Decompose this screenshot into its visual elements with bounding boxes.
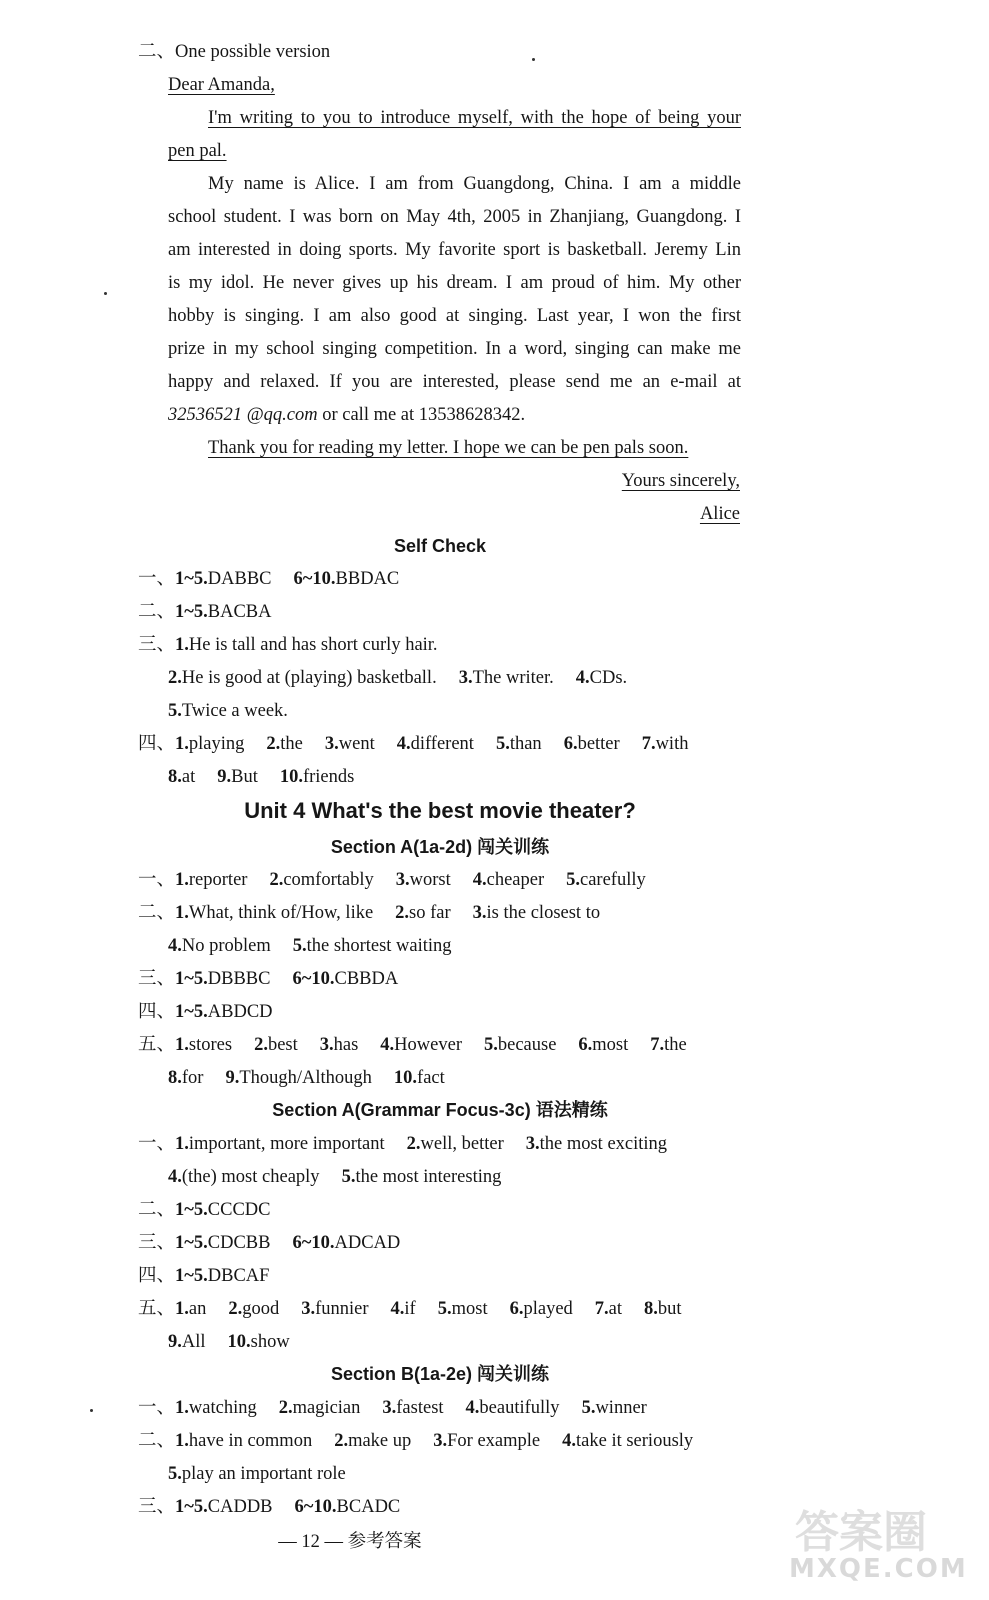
question-number: 二、: [138, 1431, 176, 1451]
answer-item: 1.watching: [175, 1398, 257, 1418]
question-number: 四、: [138, 1002, 176, 1022]
answer-item: 6~10.BCADC: [294, 1497, 401, 1517]
letter-greeting: Dear Amanda,: [168, 75, 275, 95]
answer-item: 2.well, better: [406, 1134, 504, 1154]
answer-row: [138, 1396, 669, 1420]
question-number: 一、: [138, 1398, 176, 1418]
section-a2-title: Section A(Grammar Focus-3c) 语法精练: [272, 1100, 608, 1120]
answer-row: [138, 901, 622, 925]
letter-line: happy and relaxed. If you are interested, please send me an e-mail at: [168, 372, 741, 392]
answer-item: 4.cheaper: [472, 870, 545, 890]
answer-item: 3.The writer.: [458, 668, 554, 688]
answer-row: [138, 600, 294, 624]
answer-item: 10.fact: [393, 1068, 445, 1088]
answer-item: 1.reporter: [175, 870, 248, 890]
letter-signature: Alice: [699, 504, 740, 524]
answer-item: 1.stores: [175, 1035, 233, 1055]
answer-row: [138, 1495, 422, 1519]
unit-title: Unit 4 What's the best movie theater?: [244, 798, 636, 823]
answer-item: 4.CDs.: [575, 668, 628, 688]
letter-paragraph-1a: I'm writing to you to introduce myself, with the hope of being your: [208, 108, 741, 128]
answer-item: 3.fastest: [382, 1398, 444, 1418]
answer-item: 2.comfortably: [269, 870, 374, 890]
watermark-en: MXQE.COM: [789, 1554, 968, 1584]
answer-row: [138, 868, 668, 892]
answer-item: 9.Though/Although: [225, 1068, 372, 1088]
answer-item: 6.most: [578, 1035, 629, 1055]
answer-item: 3.funnier: [301, 1299, 369, 1319]
question-number: 一、: [138, 569, 176, 589]
letter-line: prize in my school singing competition. In a word, singing can make me: [168, 339, 741, 359]
answer-item: 2.so far: [395, 903, 451, 923]
answer-item: 4.(the) most cheaply: [168, 1167, 320, 1187]
answer-item: 1~5.CADDB: [175, 1497, 273, 1517]
answer-item: 2.best: [254, 1035, 298, 1055]
watermark-logo: [775, 1496, 975, 1586]
answer-item: 5.the shortest waiting: [292, 936, 452, 956]
answer-item: 2.the: [266, 734, 303, 754]
answer-row: [138, 1297, 704, 1321]
answer-item: 4.if: [390, 1299, 416, 1319]
answer-item: 5.because: [483, 1035, 557, 1055]
answer-row: [138, 967, 420, 991]
answer-item: 5.most: [437, 1299, 488, 1319]
stray-mark: [104, 292, 107, 295]
letter-heading: 二、One possible version: [138, 42, 331, 62]
answer-item: 9.But: [217, 767, 258, 787]
answer-item: 3.has: [319, 1035, 359, 1055]
answer-item: 10.friends: [279, 767, 355, 787]
answer-row: [138, 1132, 689, 1156]
answer-item: 3.the most exciting: [525, 1134, 668, 1154]
answer-item: 3.is the closest to: [472, 903, 601, 923]
answer-row: [168, 1066, 467, 1090]
answer-item: 2.make up: [334, 1431, 412, 1451]
answer-row: [138, 1264, 291, 1288]
answer-item: 1~5.DABBC: [175, 569, 272, 589]
letter-closing: Yours sincerely,: [621, 471, 740, 491]
section-b1-title: Section B(1a-2e) 闯关训练: [330, 1364, 550, 1384]
answer-item: 4.No problem: [168, 936, 271, 956]
answer-item: 2.good: [228, 1299, 280, 1319]
letter-line: My name is Alice. I am from Guangdong, China. I am a middle: [208, 174, 741, 194]
answer-item: 5.carefully: [566, 870, 646, 890]
answer-item: 4.beautifully: [465, 1398, 560, 1418]
answer-item: 5.winner: [581, 1398, 647, 1418]
answer-row: [168, 934, 474, 958]
watermark-cn: 答案圈: [795, 1507, 927, 1558]
answer-item: 10.show: [227, 1332, 290, 1352]
answer-row: [168, 1330, 312, 1354]
answer-item: 1.important, more important: [175, 1134, 385, 1154]
answer-item: 2.magician: [278, 1398, 361, 1418]
question-number: 二、: [138, 602, 176, 622]
letter-line: am interested in doing sports. My favorite sport is basketball. Jeremy Lin: [168, 240, 741, 260]
answer-item: 1.He is tall and has short curly hair.: [175, 635, 438, 655]
answer-item: 8.at: [168, 767, 196, 787]
answer-item: 8.for: [168, 1068, 204, 1088]
question-number: 二、: [138, 1200, 176, 1220]
page-footer: — 12 — 参考答案: [278, 1532, 422, 1552]
answer-item: 1~5.CDCBB: [175, 1233, 271, 1253]
stray-mark: [532, 58, 535, 61]
answer-item: 1.have in common: [175, 1431, 313, 1451]
answer-item: 1.an: [175, 1299, 207, 1319]
answer-row: [138, 567, 421, 591]
answer-item: 1.playing: [175, 734, 245, 754]
question-number: 一、: [138, 870, 176, 890]
question-number: 三、: [138, 1497, 176, 1517]
answer-item: 7.at: [594, 1299, 623, 1319]
answer-item: 2.He is good at (playing) basketball.: [168, 668, 437, 688]
answer-row: [138, 1198, 292, 1222]
answer-item: 7.with: [641, 734, 689, 754]
answer-item: 6.played: [509, 1299, 573, 1319]
answer-item: 1.What, think of/How, like: [175, 903, 374, 923]
question-number: 四、: [138, 1266, 176, 1286]
answer-item: 9.All: [168, 1332, 206, 1352]
question-number: 三、: [138, 969, 176, 989]
answer-row: [168, 1165, 523, 1189]
answer-row: [138, 732, 710, 756]
letter-paragraph-3: Thank you for reading my letter. I hope we can be pen pals soon.: [208, 438, 689, 458]
answer-row: [138, 1000, 295, 1024]
answer-item: 6~10.CBBDA: [292, 969, 399, 989]
answer-item: 5.play an important role: [168, 1464, 346, 1484]
answer-item: 6~10.ADCAD: [292, 1233, 401, 1253]
answer-item: 1~5.DBCAF: [175, 1266, 270, 1286]
contact-text: or call me at 13538628342.: [317, 405, 526, 425]
answer-item: 3.For example: [433, 1431, 541, 1451]
answer-row: [168, 666, 649, 690]
question-number: 三、: [138, 1233, 176, 1253]
letter-contact-line: [168, 403, 525, 427]
answer-row: [168, 1462, 368, 1486]
answer-row: [168, 765, 376, 789]
question-number: 四、: [138, 734, 176, 754]
answer-item: 5.the most interesting: [341, 1167, 502, 1187]
letter-line: is my idol. He never gives up his dream. I am proud of him. My other: [168, 273, 741, 293]
question-number: 五、: [138, 1299, 176, 1319]
answer-item: 1~5.BACBA: [175, 602, 272, 622]
letter-paragraph-1b: pen pal.: [168, 141, 227, 161]
answer-row: [138, 1231, 422, 1255]
answer-item: 7.the: [650, 1035, 687, 1055]
answer-item: 1~5.ABDCD: [175, 1002, 273, 1022]
answer-item: 4.take it seriously: [562, 1431, 694, 1451]
section-a1-title: Section A(1a-2d) 闯关训练: [330, 837, 550, 857]
answer-item: 3.worst: [395, 870, 451, 890]
question-number: 一、: [138, 1134, 176, 1154]
answer-item: 4.However: [380, 1035, 462, 1055]
question-number: 三、: [138, 635, 176, 655]
answer-item: 5.than: [495, 734, 542, 754]
answer-item: 4.different: [396, 734, 474, 754]
answer-row: [168, 699, 310, 723]
question-number: 二、: [138, 903, 176, 923]
answer-item: 1~5.CCCDC: [175, 1200, 271, 1220]
stray-mark: [90, 1409, 93, 1412]
answer-item: 1~5.DBBBC: [175, 969, 271, 989]
email-address: 32536521 @qq.com: [168, 405, 318, 425]
question-number: 五、: [138, 1035, 176, 1055]
letter-line: hobby is singing. I am also good at singing. Last year, I won the first: [168, 306, 741, 326]
answer-row: [138, 1429, 715, 1453]
self-check-title: Self Check: [393, 536, 487, 556]
answer-row: [138, 633, 460, 657]
answer-item: 3.went: [324, 734, 375, 754]
answer-item: 6.better: [563, 734, 620, 754]
answer-item: 5.Twice a week.: [168, 701, 288, 721]
answer-item: 6~10.BBDAC: [293, 569, 400, 589]
answer-row: [138, 1033, 709, 1057]
answer-item: 8.but: [644, 1299, 682, 1319]
letter-line: school student. I was born on May 4th, 2005 in Zhanjiang, Guangdong. I: [168, 207, 741, 227]
